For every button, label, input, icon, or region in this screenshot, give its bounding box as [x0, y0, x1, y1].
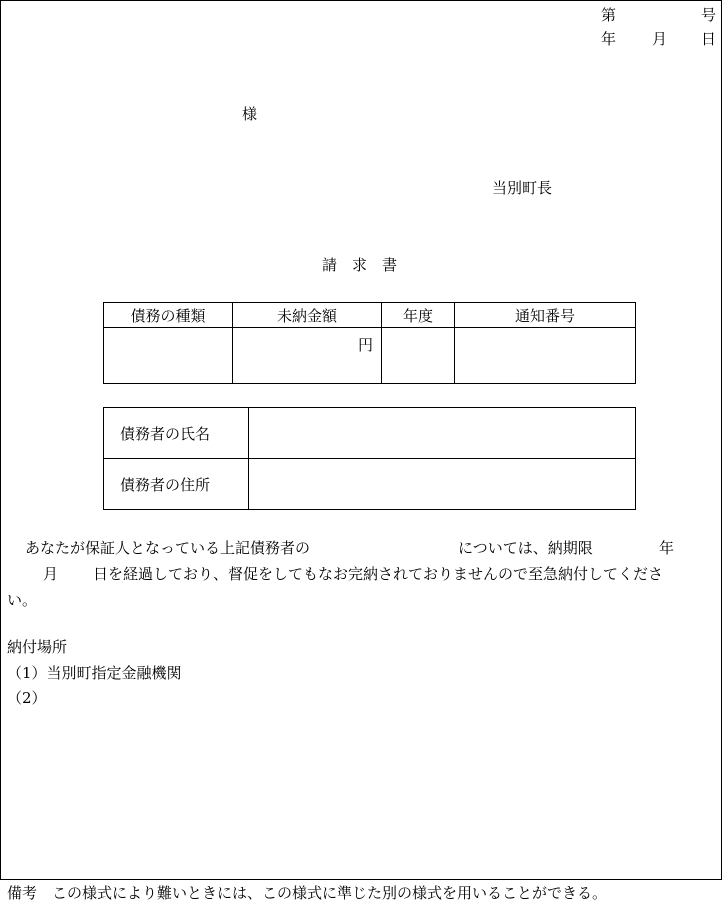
- number-dai: 第: [601, 6, 617, 24]
- body-line-3: [7, 587, 719, 613]
- body-paragraph: [7, 535, 719, 613]
- header-fiscal-year: 年度: [382, 303, 455, 328]
- body-line1-b: については、納期限: [458, 539, 593, 557]
- body-line-1: [7, 535, 719, 561]
- debtor-address-row: [104, 459, 636, 510]
- cell-fiscal-year[interactable]: [382, 328, 455, 384]
- debt-table: [103, 302, 636, 384]
- header-debt-type: 債務の種類: [104, 303, 233, 328]
- body-line-2: [7, 561, 719, 587]
- number-go: 号: [701, 6, 717, 24]
- debt-table-row: [104, 328, 636, 384]
- date-day: 日: [701, 30, 717, 48]
- debtor-address-label: 債務者の住所: [104, 459, 249, 510]
- payment-item-1: （1）当別町指定金融機関: [7, 664, 182, 682]
- cell-notice-number[interactable]: [455, 328, 636, 384]
- debtor-name-field[interactable]: [249, 408, 636, 459]
- date-year: 年: [601, 30, 617, 48]
- debtor-name-label: 債務者の氏名: [104, 408, 249, 459]
- cell-debt-type[interactable]: [104, 328, 233, 384]
- addressee-suffix: 様: [242, 105, 258, 123]
- header-notice-number: 通知番号: [455, 303, 636, 328]
- payment-heading: 納付場所: [7, 638, 68, 656]
- body-line1-a: あなたが保証人となっている上記債務者の: [25, 539, 311, 557]
- cell-unpaid-amount[interactable]: 円: [233, 328, 382, 384]
- debtor-address-field[interactable]: [249, 459, 636, 510]
- header-unpaid-amount: 未納金額: [233, 303, 382, 328]
- remark: 備考 この様式により難いときには、この様式に準じた別の様式を用いることができる。: [7, 884, 608, 902]
- debt-table-header-row: [104, 303, 636, 328]
- date-month: 月: [652, 30, 668, 48]
- debtor-name-row: [104, 408, 636, 459]
- body-line1-year: 年: [659, 539, 675, 557]
- body-line2-month: 月: [43, 565, 59, 583]
- body-line2-rest: 日を経過しており、督促をしてもなお完納されておりませんので至急納付してくださ: [93, 565, 664, 583]
- debtor-table: [103, 407, 636, 510]
- body-line3: い。: [7, 591, 38, 609]
- payment-item-2: （2）: [7, 689, 47, 707]
- sender: 当別町長: [492, 179, 553, 197]
- document-title: 請 求 書: [322, 256, 398, 274]
